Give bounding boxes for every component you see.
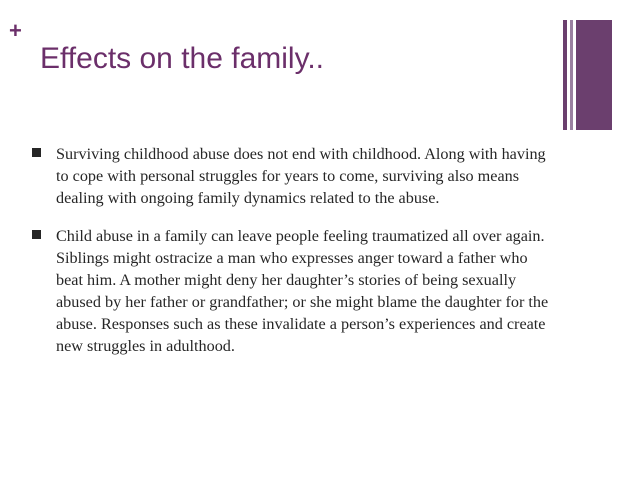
bullet-item xyxy=(32,225,552,357)
bullet-text: Surviving childhood abuse does not end with childhood. Along with having to cope with personal struggles for years to come, surviving also means dealing with ongoing family dynamics related to the abuse. xyxy=(56,145,546,207)
decorative-bar-thick xyxy=(576,20,612,130)
square-bullet-icon xyxy=(32,148,41,157)
bullet-item xyxy=(32,143,552,209)
bullet-text: Child abuse in a family can leave people feeling traumatized all over again. Siblings might ostracize a man who expresses anger toward a father who beat him. A mother might deny her daughter’s stories of being sexually abused by her father or grandfather; or she might blame the daughter for the abuse. Responses such as these invalidate a person’s experiences and create new struggles in adulthood. xyxy=(56,227,549,355)
plus-icon: + xyxy=(9,18,22,43)
decorative-bar-thin xyxy=(563,20,567,130)
bullet-list xyxy=(32,143,552,373)
slide-title: Effects on the family.. xyxy=(40,42,325,75)
decorative-bar-mid xyxy=(570,20,573,130)
square-bullet-icon xyxy=(32,230,41,239)
